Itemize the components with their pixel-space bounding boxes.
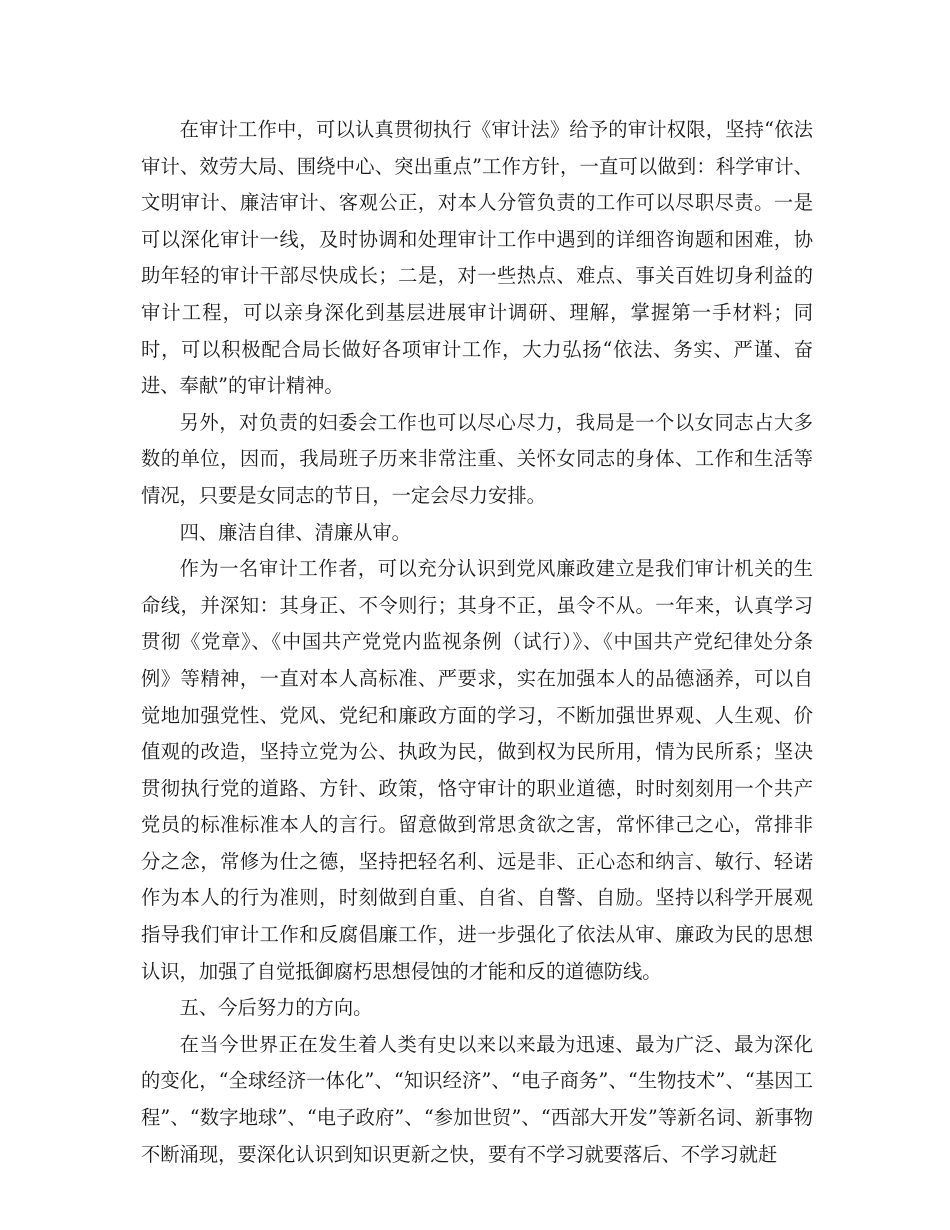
paragraph-future-direction: 在当今世界正在发生着人类有史以来以来最为迅速、最为广泛、最为深化的变化，“全球经济一体化”、“知识经济”、“电子商务”、“生物技术”、“基因工程”、“数字地球”、“电子政府”、“参加世贸”、“西部大开发”等新名词、新事物不断涌现，要深化认识到知识更新之快，要有不学习就要落后、不学习就赶 [141, 1032, 813, 1166]
section-heading-integrity: 四、廉洁自律、清廉从审。 [179, 520, 411, 544]
paragraph-integrity: 作为一名审计工作者，可以充分认识到党风廉政建立是我们审计机关的生命线，并深知：其身正、不令则行；其身不正，虽令不从。一年来，认真学习贯彻《党章》、《中国共产党党内监视条例（试行）》、《中国共产党纪律处分条例》等精神，一直对本人高标准、严要求，实在加强本人的品德涵养，可以自觉地加强党性、党风、党纪和廉政方面的学习，不断加强世界观、人生观、价值观的改造，坚持立党为公、执政为民，做到权为民所用，情为民所系；坚决贯彻执行党的道路、方针、政策，恪守审计的职业道德，时时刻刻用一个共产党员的标准标准本人的言行。留意做到常思贪欲之害，常怀律己之心，常排非分之念，常修为仕之德，坚持把轻名利、远是非、正心态和纳言、敏行、轻诺作为本人的行为准则，时刻做到自重、自省、自警、自励。坚持以科学开展观指导我们审计工作和反腐倡廉工作，进一步强化了依法从审、廉政为民的思想认识，加强了自觉抵御腐朽思想侵蚀的才能和反的道德防线。 [141, 557, 813, 983]
section-heading-future-direction: 五、今后努力的方向。 [179, 996, 373, 1020]
paragraph-audit-work: 在审计工作中，可以认真贯彻执行《审计法》给予的审计权限，坚持“依法审计、效劳大局、围绕中心、突出重点”工作方针，一直可以做到：科学审计、文明审计、廉洁审计、客观公正，对本人分管负责的工作可以尽职尽责。一是可以深化审计一线，及时协调和处理审计工作中遇到的详细咨询题和困难，协助年轻的审计干部尽快成长；二是，对一些热点、难点、事关百姓切身利益的审计工程，可以亲身深化到基层进展审计调研、理解，掌握第一手材料；同时，可以积极配合局长做好各项审计工作，大力弘扬“依法、务实、严谨、奋进、奉献”的审计精神。 [141, 118, 813, 398]
document-body [141, 112, 813, 1173]
paragraph-womens-committee: 另外，对负责的妇委会工作也可以尽心尽力，我局是一个以女同志占大多数的单位，因而，我局班子历来非常注重、关怀女同志的身体、工作和生活等情况，只要是女同志的节日，一定会尽力安排。 [141, 410, 813, 507]
